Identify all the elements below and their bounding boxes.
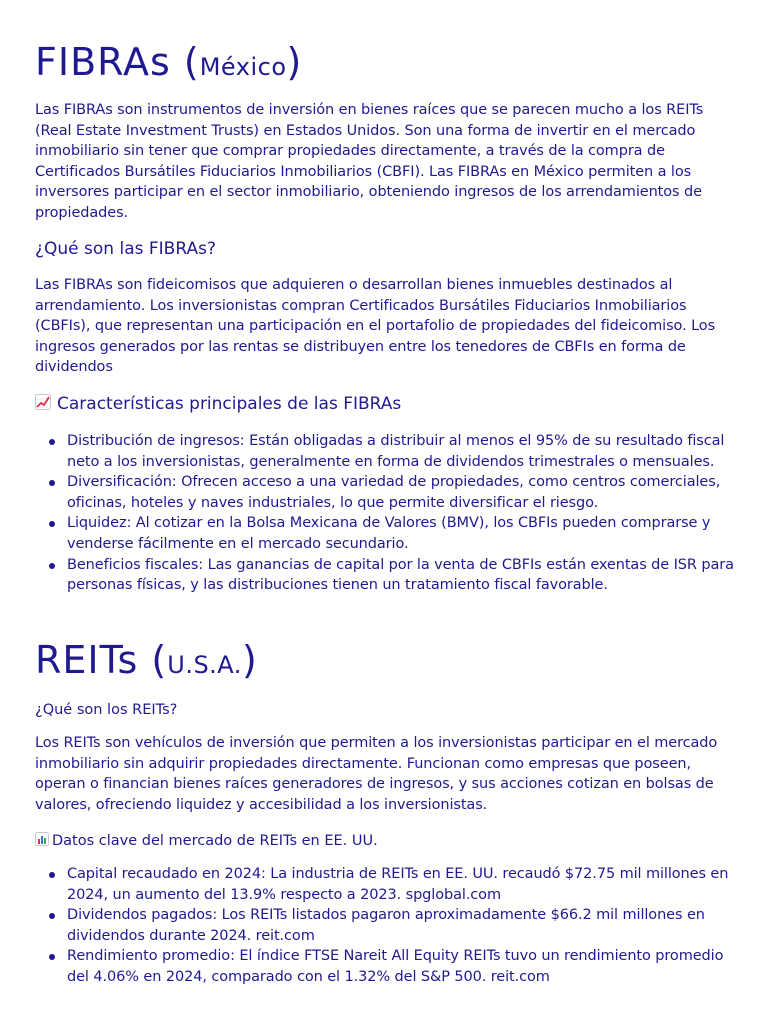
bar-chart-icon bbox=[35, 832, 49, 852]
fibras-features-heading bbox=[35, 393, 735, 416]
fibras-features-heading-block bbox=[35, 393, 735, 416]
reits-what-paragraph: Los REITs son vehículos de inversión que permiten a los inversionistas participar en el mercado inmobiliario sin adquirir propiedades directamente. Funcionan como empresas que poseen, operan o financian bienes raíces generadores de ingresos, y sus acciones cotizan en bolsas de valores, ofreciendo liquidez y accesibilidad a los inversionistas. bbox=[35, 735, 718, 813]
fibras-intro-block bbox=[35, 100, 735, 224]
list-item: Dividendos pagados: Los REITs listados pagaron aproximadamente $66.2 mil millones en dividendos durante 2024. reit.com bbox=[67, 905, 735, 946]
fibras-title-block bbox=[35, 40, 735, 84]
fibras-features-heading-text: Características principales de las FIBRAs bbox=[57, 394, 402, 414]
fibras-what-heading-block bbox=[35, 238, 735, 260]
fibras-intro-paragraph: Las FIBRAs son instrumentos de inversión en bienes raíces que se parecen mucho a los REITs (Real Estate Investment Trusts) en Estados Unidos. Son una forma de invertir en el mercado inmobiliario sin tener que comprar propiedades directamente, a través de la compra de Certificados Bursátiles Fiduciarios Inmobiliarios (CBFI). Las FIBRAs en México permiten a los inversores participar en el sector inmobiliario, obteniendo ingresos de los arrendamientos de propiedades. bbox=[35, 102, 704, 221]
list-item: Liquidez: Al cotizar en la Bolsa Mexicana de Valores (BMV), los CBFIs pueden comprarse y venderse fácilmente en el mercado secundario. bbox=[67, 513, 735, 554]
reits-data-heading-text: Datos clave del mercado de REITs en EE. UU. bbox=[52, 833, 378, 849]
reits-title-block bbox=[35, 638, 735, 682]
list-item: Diversificación: Ofrecen acceso a una variedad de propiedades, como centros comerciales, oficinas, hoteles y naves industriales, lo que permite diversificar el riesgo. bbox=[67, 472, 735, 513]
reits-data-block bbox=[35, 864, 735, 988]
reits-title: REITs (U.S.A.) bbox=[35, 638, 258, 682]
fibras-title-country: México bbox=[199, 53, 287, 81]
reits-title-country: U.S.A. bbox=[167, 651, 242, 679]
reits-data-heading-block bbox=[35, 831, 735, 852]
reits-data-list bbox=[35, 864, 735, 988]
fibras-what-paragraph: Las FIBRAs son fideicomisos que adquieren o desarrollan bienes inmuebles destinados al arrendamiento. Los inversionistas compran Certificados Bursátiles Fiduciarios Inmobiliarios (CBFIs), que representan una participación en el portafolio de propiedades del fideicomiso. Los ingresos generados por las rentas se distribuyen entre los tenedores de CBFIs en forma de dividendos bbox=[35, 277, 716, 376]
reits-what-heading-block bbox=[35, 700, 735, 720]
fibras-features-list bbox=[35, 431, 735, 596]
reits-what-block bbox=[35, 733, 735, 815]
list-item: Rendimiento promedio: El índice FTSE Nareit All Equity REITs tuvo un rendimiento promedio del 4.06% en 2024, comparado con el 1.32% del S&P 500. reit.com bbox=[67, 946, 735, 987]
fibras-what-heading: ¿Qué son las FIBRAs? bbox=[35, 239, 216, 259]
list-item: Beneficios fiscales: Las ganancias de capital por la venta de CBFIs están exentas de ISR para personas físicas, y las distribuciones tienen un tratamiento fiscal favorable. bbox=[67, 555, 735, 596]
chart-increasing-icon bbox=[35, 394, 51, 416]
list-item: Distribución de ingresos: Están obligadas a distribuir al menos el 95% de su resultado fiscal neto a los inversionistas, generalmente en forma de dividendos trimestrales o mensuales. bbox=[67, 431, 735, 472]
fibras-features-block bbox=[35, 431, 735, 596]
fibras-what-block bbox=[35, 275, 735, 378]
fibras-title: FIBRAs (México) bbox=[35, 40, 303, 84]
reits-data-heading bbox=[35, 831, 735, 852]
reits-what-heading: ¿Qué son los REITs? bbox=[35, 702, 178, 718]
list-item: Capital recaudado en 2024: La industria de REITs en EE. UU. recaudó $72.75 mil millones en 2024, un aumento del 13.9% respecto a 2023. spglobal.com bbox=[67, 864, 735, 905]
